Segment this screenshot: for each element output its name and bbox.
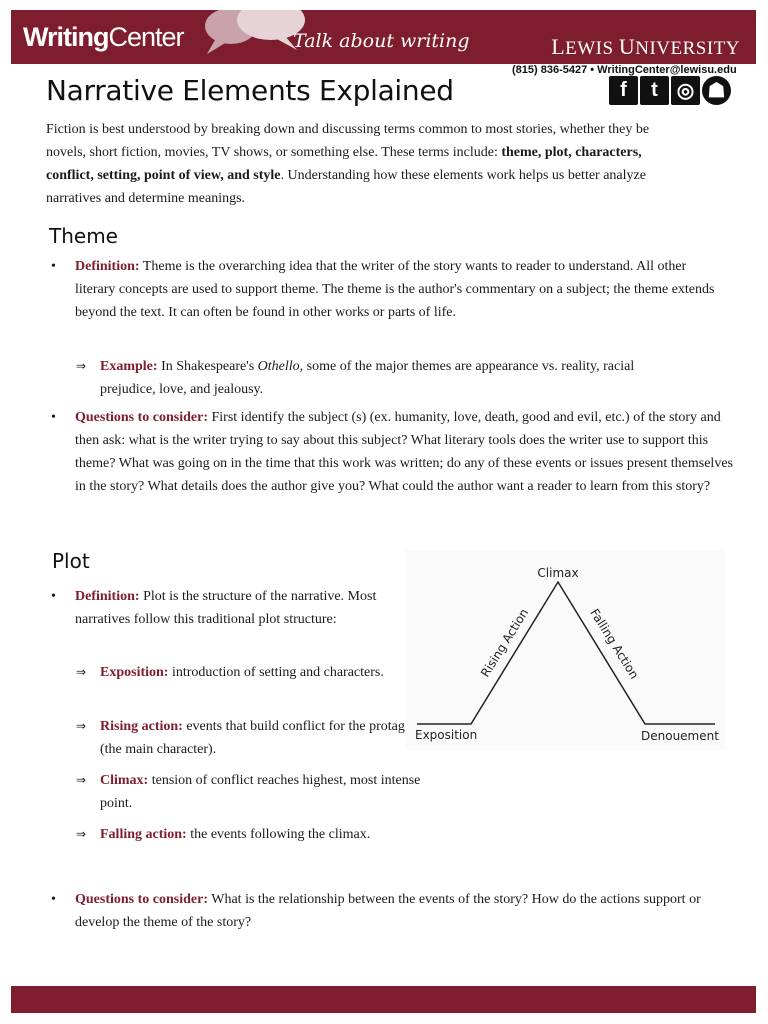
- arrow-icon: ⇒: [76, 719, 87, 733]
- contact-info: (815) 836-5427 • WritingCenter@lewisu.edu: [512, 64, 737, 76]
- header-banner: [11, 10, 756, 64]
- tagline: Talk about writing: [293, 30, 470, 52]
- theme-questions: • Questions to consider: First identify the subject (s) (ex. humanity, love, death, good and evil, etc.) of the story and then ask: what is the writer trying to say about this subject? What literary tools does the writer use to support this theme? What was going on in the time that this work was written; do any of these events or issues present themselves in the story? What details does the author give you? What could the author want a reader to learn from this story?: [46, 406, 735, 498]
- facebook-icon[interactable]: f: [609, 76, 638, 105]
- page-title: Narrative Elements Explained: [46, 74, 454, 107]
- plot-climax: ⇒ Climax: tension of conflict reaches highest, most intense point.: [46, 769, 440, 815]
- arrow-icon: ⇒: [76, 773, 87, 787]
- plot-definition: • Definition: Plot is the structure of the narrative. Most narratives follow this traditional plot structure:: [46, 585, 433, 631]
- plot-diagram: [405, 550, 725, 750]
- climax-label: Climax: [537, 566, 579, 580]
- plot-rising-action: ⇒ Rising action: events that build conflict for the protagonist (the main character).: [46, 715, 440, 761]
- plot-questions: • Questions to consider: What is the relationship between the events of the story? How do the actions support or develop the theme of the story?: [46, 888, 715, 934]
- theme-example: ⇒ Example: In Shakespeare's Othello, some of the major themes are appearance vs. reality, racial prejudice, love, and jealousy.: [46, 355, 690, 401]
- footer-bar: [11, 986, 756, 1013]
- plot-line: [417, 582, 715, 724]
- plot-exposition: ⇒ Exposition: introduction of setting and characters.: [46, 661, 440, 684]
- intro-paragraph: Fiction is best understood by breaking down and discussing terms common to most stories, whether they be novels, short fiction, movies, TV shows, or something else. These terms include: theme, plot, characters, conflict, setting, point of view, and style. Understanding how these elements work helps us better analyze narratives and determine meanings.: [46, 122, 650, 206]
- instagram-icon[interactable]: ◎: [671, 76, 700, 105]
- theme-definition: • Definition: Theme is the overarching idea that the writer of the story wants to reader to understand. All other literary concepts are used to support theme. The theme is the author's commentary on a subject; the theme extends beyond the text. It can often be found in other works or parts of life.: [46, 255, 730, 324]
- university-logo: LEWIS UNIVERSITY: [551, 34, 740, 59]
- exposition-label: Exposition: [415, 728, 478, 742]
- rising-action-label: Rising Action: [478, 606, 532, 680]
- plot-heading: Plot: [52, 549, 90, 573]
- arrow-icon: ⇒: [76, 665, 87, 679]
- snapchat-icon[interactable]: ☗: [702, 76, 731, 105]
- arrow-icon: ⇒: [76, 359, 87, 373]
- falling-action-label: Falling Action: [587, 606, 642, 682]
- arrow-icon: ⇒: [76, 827, 87, 841]
- plot-falling-action: ⇒ Falling action: the events following the climax.: [46, 823, 440, 846]
- social-links: [609, 76, 731, 105]
- elements-list: theme, plot, characters, conflict, setting, point of view, and style: [46, 145, 642, 183]
- twitter-icon[interactable]: t: [640, 76, 669, 105]
- theme-heading: Theme: [49, 224, 118, 248]
- writing-center-logo: WritingCenter: [23, 22, 184, 52]
- denouement-label: Denouement: [641, 729, 719, 743]
